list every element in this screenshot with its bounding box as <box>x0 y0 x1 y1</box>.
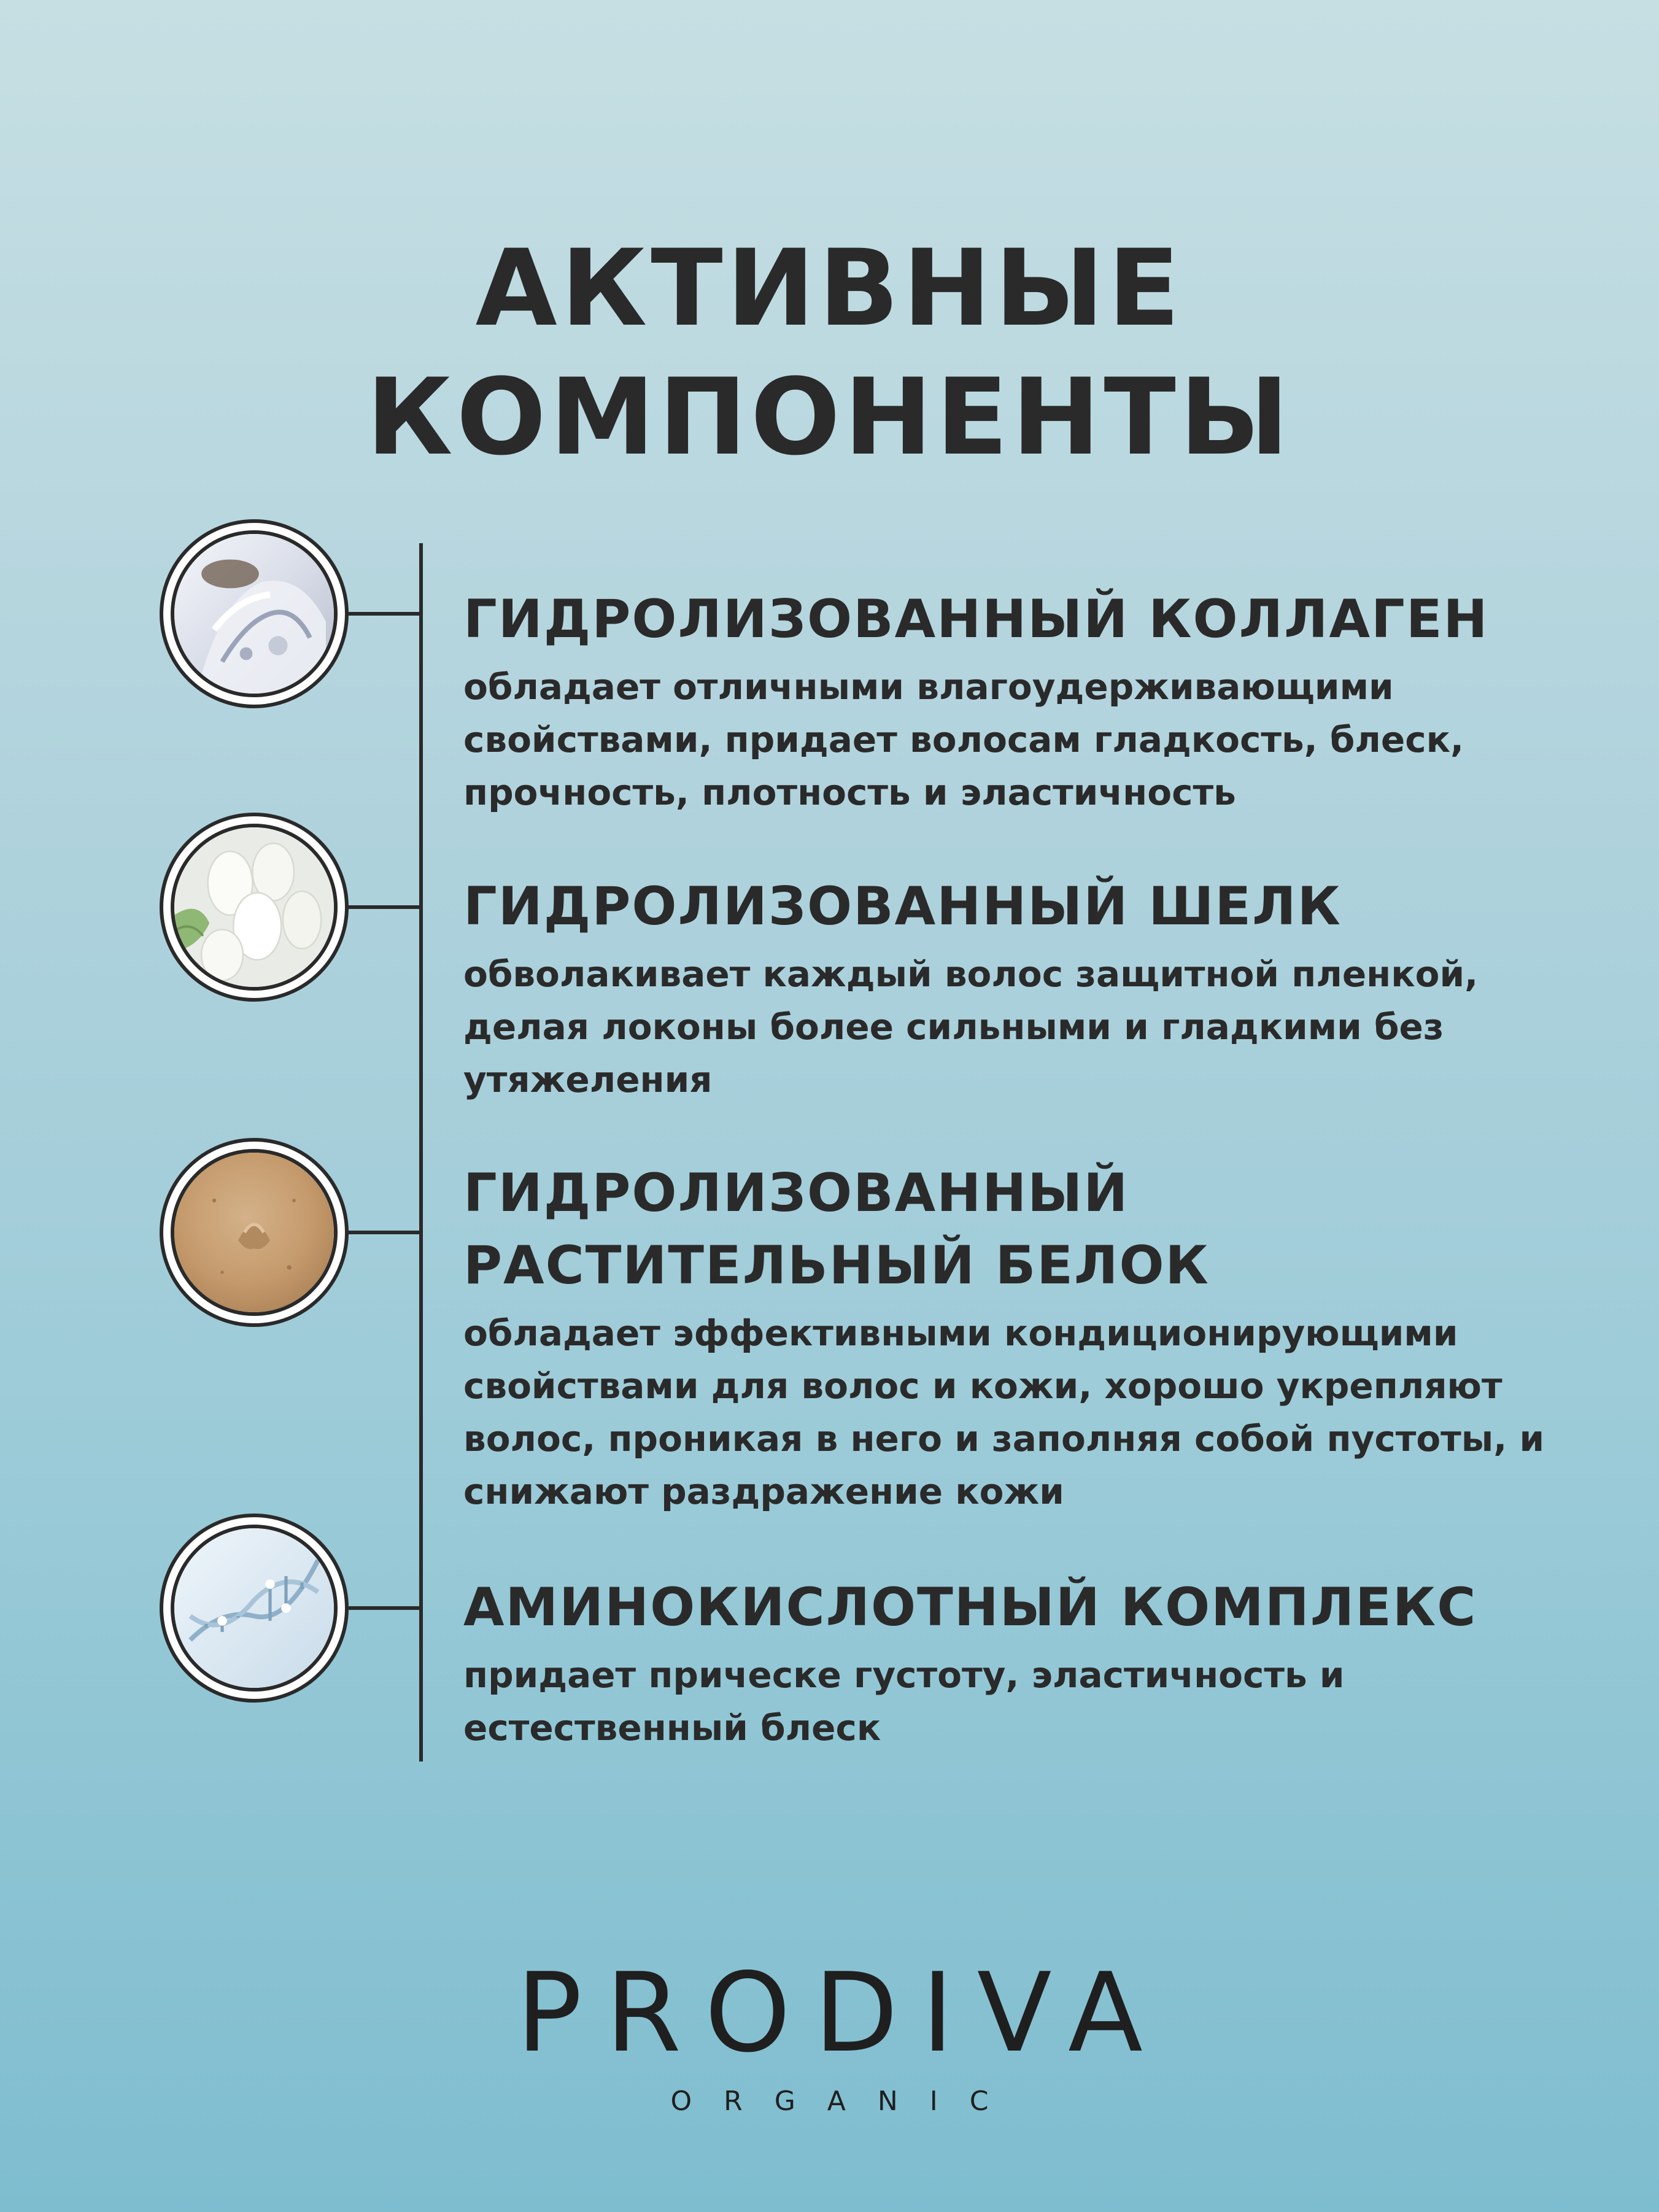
connector-4 <box>344 1606 421 1610</box>
component-collagen <box>463 583 1556 819</box>
title-line-1: АКТИВНЫЕ <box>475 226 1184 350</box>
timeline-line <box>419 543 423 1761</box>
protein-powder-image <box>160 1138 349 1327</box>
component-plant-protein <box>463 1157 1556 1518</box>
component-description: обладает эффективными кондиционирующими свойствами для волос и кожи, хорошо укрепляют волос, проникая в него и заполняя собой пустоты, и снижают раздражение кожи <box>463 1312 1545 1512</box>
connector-3 <box>344 1231 421 1234</box>
component-amino-acids <box>463 1571 1556 1754</box>
component-name-line-1: ГИДРОЛИЗОВАННЫЙ <box>463 1162 1129 1224</box>
component-description: придает прическе густоту, эластичность и естественный блеск <box>463 1654 1345 1749</box>
title-line-2: КОМПОНЕНТЫ <box>366 355 1293 479</box>
page-title <box>0 224 1659 482</box>
component-name <box>463 1157 1556 1302</box>
component-silk <box>463 870 1556 1106</box>
component-name-line-2: РАСТИТЕЛЬНЫЙ БЕЛОК <box>463 1235 1210 1296</box>
component-name: ГИДРОЛИЗОВАННЫЙ ШЕЛК <box>463 876 1342 937</box>
brand-logo <box>0 1949 1659 2120</box>
connector-2 <box>344 905 421 909</box>
connector-1 <box>344 612 421 616</box>
component-description: обладает отличными влагоудерживающими свойствами, придает волосам гладкость, блеск, прочность, плотность и эластичность <box>463 666 1464 813</box>
brand-name: PRODIVA <box>516 1949 1166 2076</box>
brand-subtitle: ORGANIC <box>670 2086 1021 2117</box>
component-name: АМИНОКИСЛОТНЫЙ КОМПЛЕКС <box>463 1577 1477 1638</box>
component-description: обволакивает каждый волос защитной пленкой, делая локоны более сильными и гладкими без утяжеления <box>463 953 1479 1100</box>
component-name: ГИДРОЛИЗОВАННЫЙ КОЛЛАГЕН <box>463 589 1489 650</box>
dna-helix-image <box>160 1514 349 1703</box>
collagen-image <box>160 519 349 708</box>
silk-cocoon-image <box>160 813 349 1002</box>
